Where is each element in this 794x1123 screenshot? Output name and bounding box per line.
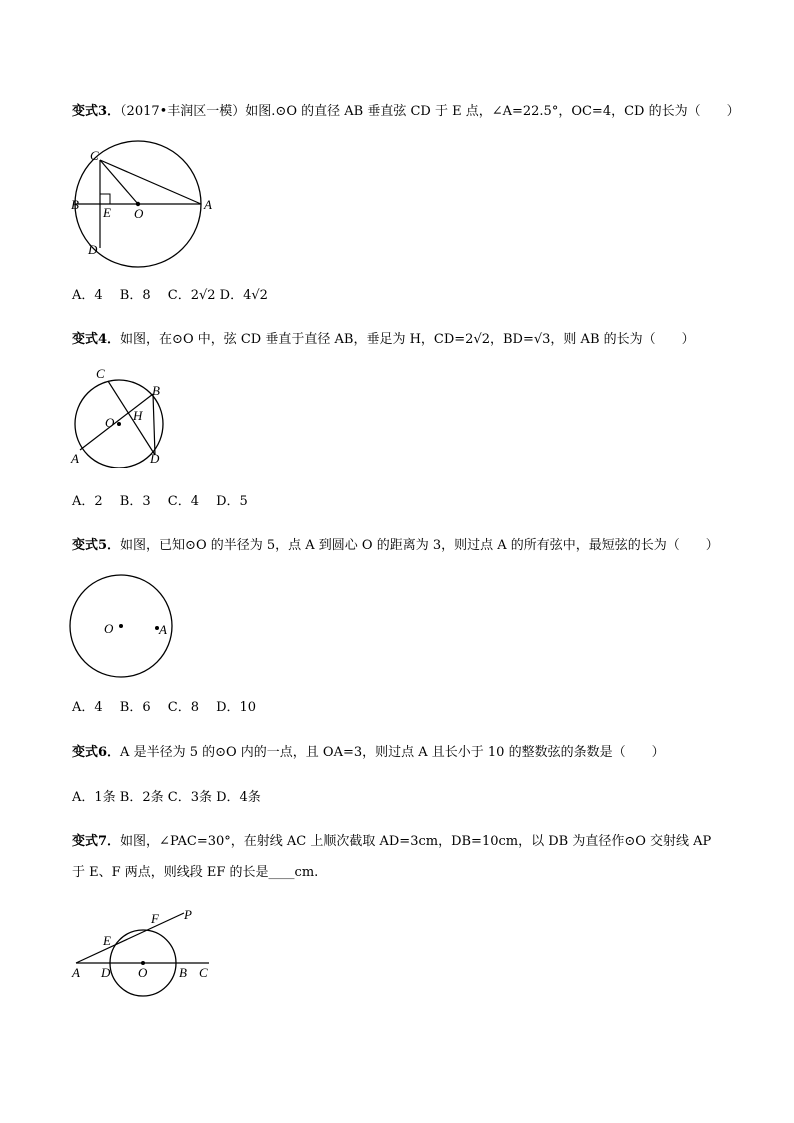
q7-ray-ap [76, 913, 184, 963]
q4-figure [66, 364, 176, 468]
q7-stem-line2: 于 E、F 两点，则线段 EF 的长是____cm. [72, 865, 319, 880]
q5-label-o: O [104, 621, 114, 636]
q4-options: A．2 B．3 C．4 D．5 [72, 494, 248, 509]
q3-label-e: E [103, 205, 111, 220]
q7-label-b: B [179, 965, 187, 980]
q3-segment-ca [100, 160, 201, 204]
q7-text: 如图，∠PAC=30°，在射线 AC 上顺次截取 AD=3cm，DB=10cm，以 DB 为直径作⊙O 交射线 AP [120, 834, 712, 849]
q4-label-o: O [105, 415, 115, 430]
q4-center-dot [117, 422, 121, 426]
q5-center-dot [119, 624, 123, 628]
q7-label-a: A [72, 965, 80, 980]
q7-label-f: F [151, 911, 159, 926]
q7-label-e: E [103, 933, 111, 948]
q7-label: 变式7． [72, 834, 121, 849]
q3-stem [72, 103, 740, 121]
q4-label-c: C [96, 366, 105, 381]
q3-label-b: B [71, 197, 79, 212]
q4-label-d: D [150, 451, 160, 466]
q6-label: 变式6． [72, 745, 121, 760]
q7-label-o: O [138, 965, 148, 980]
q3-label-d: D [88, 242, 98, 257]
q5-figure [66, 572, 178, 682]
q3-segment-co [100, 160, 138, 204]
q7-label-d: D [101, 965, 111, 980]
q3-text: （2017•丰润区一模）如图.⊙O 的直径 AB 垂直弦 CD 于 E 点，∠A=22.5°，OC=4，CD 的长为（ ） [120, 104, 740, 119]
q3-label-c: C [90, 148, 99, 163]
q3-label-a: A [204, 197, 212, 212]
q3-label: 变式3． [72, 104, 121, 119]
q5-label: 变式5． [72, 538, 121, 553]
q4-text: 如图，在⊙O 中，弦 CD 垂直于直径 AB，垂足为 H，CD=2√2，BD=√3，则 AB 的长为（ ） [120, 332, 695, 347]
q4-label-a: A [71, 451, 79, 466]
q4-label: 变式4． [72, 332, 121, 347]
q4-segment-bd [153, 394, 155, 455]
q4-chord-cd [108, 381, 155, 455]
q6-options: A．1条 B．2条 C．3条 D．4条 [72, 790, 261, 805]
q7-label-p: P [184, 907, 192, 922]
q4-stem [72, 331, 695, 349]
q6-text: A 是半径为 5 的⊙O 内的一点，且 OA=3，则过点 A 且长小于 10 的整数弦的条数是（ ） [120, 745, 665, 760]
q7-stem [72, 833, 711, 851]
q5-options: A．4 B．6 C．8 D．10 [72, 700, 257, 715]
q6-stem [72, 744, 665, 762]
q4-label-b: B [152, 383, 160, 398]
q5-label-a: A [159, 622, 167, 637]
q3-label-o: O [134, 206, 144, 221]
q4-label-h: H [133, 408, 143, 423]
q7-figure [66, 903, 216, 998]
q7-label-c: C [199, 965, 208, 980]
q3-figure [68, 140, 218, 270]
q3-options: A．4 B．8 C．2√2 D．4√2 [72, 288, 268, 303]
q5-stem [72, 537, 719, 555]
q5-text: 如图，已知⊙O 的半径为 5，点 A 到圆心 O 的距离为 3，则过点 A 的所有弦中，最短弦的长为（ ） [120, 538, 719, 553]
q3-right-angle-mark [100, 194, 110, 204]
